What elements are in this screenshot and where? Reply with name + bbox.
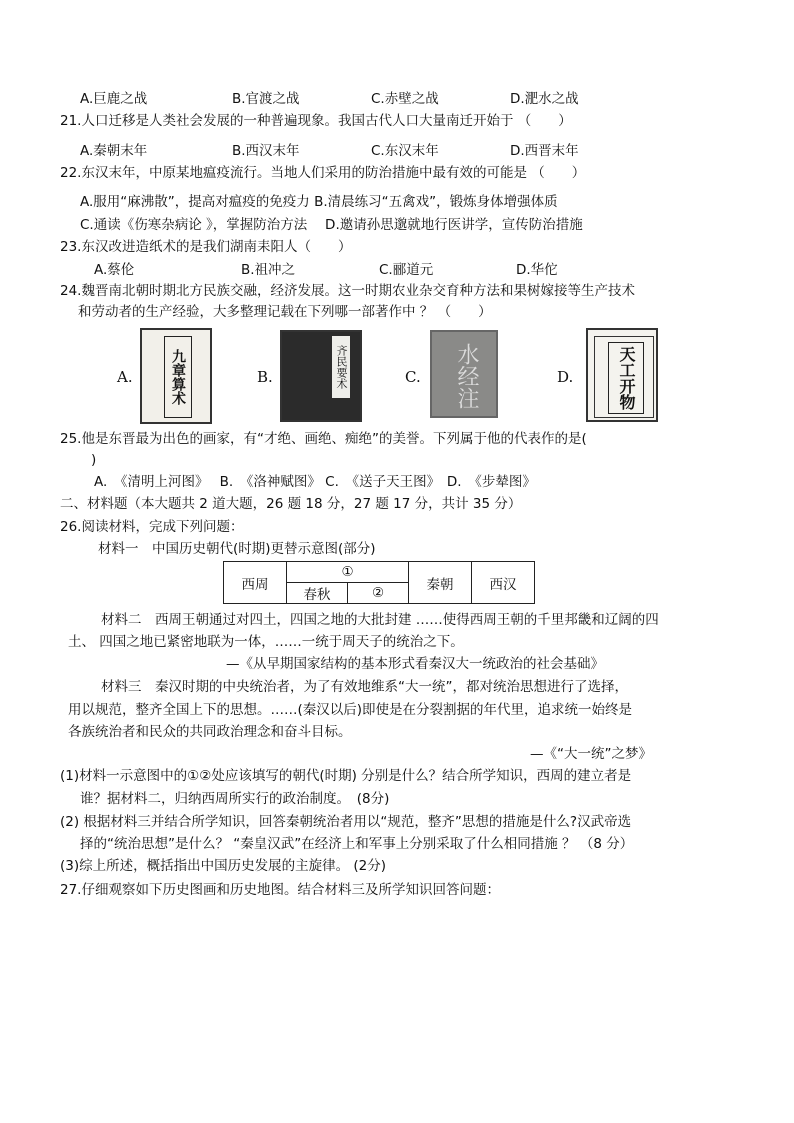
book-title-c: 水经注 xyxy=(454,343,479,409)
subquestion-1-line2: 谁？据材料二，归纳西周所实行的政治制度。 (8分) xyxy=(80,791,390,807)
section-two-heading: 二、材料题（本大题共 2 道大题，26 题 18 分，27 题 17 分，共计 35 分） xyxy=(60,496,522,512)
q23-stem: 23.东汉改进造纸术的是我们湖南耒阳人（ ） xyxy=(60,239,352,255)
material-three-line1: 材料三 秦汉时期的中央统治者，为了有效地维系“大一统”，都对统治思想进行了选择， xyxy=(101,679,628,695)
q20-option-d: D.淝水之战 xyxy=(510,91,579,107)
q27-stem: 27.仔细观察如下历史图画和历史地图。结合材料三及所学知识回答问题： xyxy=(60,882,500,898)
cell-blank-2: ② xyxy=(348,583,409,604)
q25-options: A. 《清明上河图》 B. 《洛神赋图》 C. 《送子天王图》 D. 《步辇图》 xyxy=(94,474,536,490)
q25-stem-line2: ) xyxy=(91,452,97,468)
book-cover-jiuzhang xyxy=(140,328,212,424)
q22-options-line1: A.服用“麻沸散”，提高对瘟疫的免疫力 B.清晨练习“五禽戏”，锻炼身体增强体质 xyxy=(80,194,558,210)
q25-stem-line1: 25.他是东晋最为出色的画家，有“才绝、画绝、痴绝”的美誉。下列属于他的代表作的是( xyxy=(60,431,587,447)
q22-options-line2: C.通读《伤寒杂病论 》，掌握防治方法 D.邀请孙思邈就地行医讲学，宣传防治措施 xyxy=(80,217,583,233)
q21-option-c: C.东汉末年 xyxy=(371,143,439,159)
q24-stem-line1: 24.魏晋南北朝时期北方民族交融，经济发展。这一时期农业杂交育种方法和果树嫁接等生产技术 xyxy=(60,283,635,299)
subquestion-2-line1: (2) 根据材料三并结合所学知识，回答秦朝统治者用以“规范，整齐”思想的措施是什么?汉武帝选 xyxy=(60,814,632,830)
subquestion-2-line2: 择的“统治思想”是什么？ “秦皇汉武”在经济上和军事上分别采取了什么相同措施 ？ （8 分） xyxy=(80,836,634,852)
material-two-line2: 土、 四国之地已紧密地联为一体，……一统于周天子的统治之下。 xyxy=(68,634,464,650)
q23-option-b: B.祖冲之 xyxy=(241,262,296,278)
material-one-title: 材料一 中国历史朝代(时期)更替示意图(部分) xyxy=(98,541,376,557)
cell-qinchao: 秦朝 xyxy=(409,562,472,604)
material-two-source: —《从早期国家结构的基本形式看秦汉大一统政治的社会基础》 xyxy=(226,656,604,672)
q24-label-d: D. xyxy=(557,368,574,386)
subquestion-1-line1: (1)材料一示意图中的①②处应该填写的朝代(时期) 分别是什么？结合所学知识，西周的建立者是 xyxy=(60,768,632,784)
cell-xihan: 西汉 xyxy=(472,562,535,604)
book-title-b: 齐民要术 xyxy=(332,336,350,398)
material-two-line1: 材料二 西周王朝通过对四土，四国之地的大批封建 ……使得西周王朝的千里邦畿和辽阔的四 xyxy=(101,612,659,628)
q22-stem: 22.东汉末年，中原某地瘟疫流行。当地人们采用的防治措施中最有效的可能是 （ ） xyxy=(60,165,586,181)
book-cover-tiangong xyxy=(586,328,658,422)
book-cover-qimin xyxy=(280,330,362,422)
q24-stem-line2: 和劳动者的生产经验，大多整理记载在下列哪一部著作中 ？ （ ） xyxy=(78,304,492,320)
book-title-a: 九章算术 xyxy=(164,336,192,418)
q21-stem: 21.人口迁移是人类社会发展的一种普遍现象。我国古代人口大量南迁开始于 （ ） xyxy=(60,113,572,129)
book-cover-shuijing xyxy=(430,330,498,418)
q20-option-c: C.赤壁之战 xyxy=(371,91,439,107)
q23-option-c: C.郦道元 xyxy=(379,262,434,278)
q21-option-d: D.西晋末年 xyxy=(510,143,579,159)
q24-label-a: A. xyxy=(117,368,133,386)
cell-blank-1: ① xyxy=(287,562,409,583)
material-three-line2: 用以规范，整齐全国上下的思想。……(秦汉以后)即使是在分裂割据的年代里，追求统一始终是 xyxy=(68,702,633,718)
q21-option-b: B.西汉末年 xyxy=(232,143,300,159)
q24-label-c: C. xyxy=(405,368,421,386)
book-title-d: 天工开物 xyxy=(608,342,644,414)
material-three-source: —《“大一统”之梦》 xyxy=(530,746,652,762)
cell-chunqiu: 春秋 xyxy=(287,583,348,604)
q21-option-a: A.秦朝末年 xyxy=(80,143,148,159)
q26-stem: 26.阅读材料，完成下列问题： xyxy=(60,519,244,535)
q23-option-a: A.蔡伦 xyxy=(94,262,135,278)
subquestion-3: (3)综上所述，概括指出中国历史发展的主旋律。 (2分) xyxy=(60,858,387,874)
q20-option-b: B.官渡之战 xyxy=(232,91,300,107)
q20-option-a: A.巨鹿之战 xyxy=(80,91,148,107)
cell-xizhou: 西周 xyxy=(224,562,287,604)
q24-label-b: B. xyxy=(257,368,273,386)
dynasty-timeline-table xyxy=(223,561,535,604)
q23-option-d: D.华佗 xyxy=(516,262,558,278)
material-three-line3: 各族统治者和民众的共同政治理念和奋斗目标。 xyxy=(68,724,352,740)
